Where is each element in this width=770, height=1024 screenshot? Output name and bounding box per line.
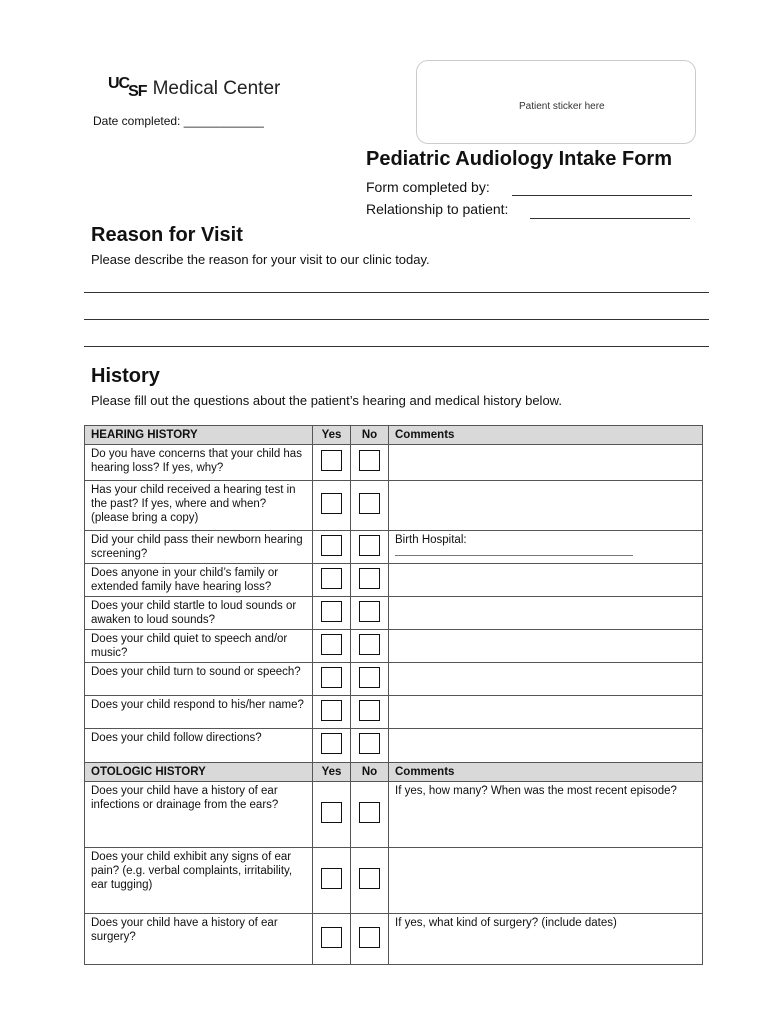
question-text: Does your child have a history of ear surgery? xyxy=(85,914,313,965)
reason-line-3[interactable] xyxy=(84,346,709,347)
no-checkbox[interactable] xyxy=(359,700,380,721)
patient-sticker-box xyxy=(416,60,696,144)
ucsf-logo xyxy=(108,75,281,100)
table-row xyxy=(85,663,703,696)
comment-cell[interactable] xyxy=(389,696,703,729)
comment-cell[interactable] xyxy=(389,663,703,696)
sticker-label: Patient sticker here xyxy=(519,101,605,112)
yes-checkbox[interactable] xyxy=(321,535,342,556)
table-row xyxy=(85,564,703,597)
table-row xyxy=(85,630,703,663)
relationship-label: Relationship to patient: xyxy=(366,201,509,217)
hearing-history-heading: HEARING HISTORY xyxy=(85,426,313,445)
yes-checkbox[interactable] xyxy=(321,700,342,721)
table-row xyxy=(85,481,703,531)
comment-cell[interactable] xyxy=(389,531,703,564)
date-completed-field[interactable]: Date completed: ____________ xyxy=(93,114,264,128)
table-row xyxy=(85,914,703,965)
no-checkbox[interactable] xyxy=(359,868,380,889)
comments-heading: Comments xyxy=(389,763,703,782)
history-table xyxy=(84,425,703,965)
no-checkbox[interactable] xyxy=(359,733,380,754)
comment-cell[interactable] xyxy=(389,481,703,531)
yes-checkbox[interactable] xyxy=(321,493,342,514)
comment-cell[interactable] xyxy=(389,630,703,663)
comment-cell[interactable]: If yes, what kind of surgery? (include dates) xyxy=(389,914,703,965)
table-row xyxy=(85,782,703,848)
question-text: Does your child quiet to speech and/or music? xyxy=(85,630,313,663)
yes-heading: Yes xyxy=(313,763,351,782)
completed-by-label: Form completed by: xyxy=(366,179,490,195)
completed-by-field[interactable] xyxy=(512,195,692,196)
logo-uc: UC xyxy=(108,75,130,92)
table-row xyxy=(85,729,703,763)
birth-hospital-label: Birth Hospital: xyxy=(395,534,467,546)
yes-checkbox[interactable] xyxy=(321,733,342,754)
relationship-field[interactable] xyxy=(530,218,690,219)
history-description: Please fill out the questions about the patient’s hearing and medical history below. xyxy=(91,393,562,408)
no-checkbox[interactable] xyxy=(359,927,380,948)
logo-text: Medical Center xyxy=(152,78,281,99)
question-text: Does your child respond to his/her name? xyxy=(85,696,313,729)
birth-hospital-field[interactable] xyxy=(395,555,633,556)
no-heading: No xyxy=(351,426,389,445)
yes-checkbox[interactable] xyxy=(321,927,342,948)
yes-checkbox[interactable] xyxy=(321,568,342,589)
no-checkbox[interactable] xyxy=(359,667,380,688)
comment-cell[interactable] xyxy=(389,597,703,630)
question-text: Does anyone in your child’s family or extended family have hearing loss? xyxy=(85,564,313,597)
no-checkbox[interactable] xyxy=(359,634,380,655)
comment-cell[interactable] xyxy=(389,564,703,597)
comment-cell[interactable] xyxy=(389,848,703,914)
no-checkbox[interactable] xyxy=(359,568,380,589)
reason-title: Reason for Visit xyxy=(91,224,243,246)
reason-description: Please describe the reason for your visit to our clinic today. xyxy=(91,252,430,267)
question-text: Does your child exhibit any signs of ear pain? (e.g. verbal complaints, irritability, ear tugging) xyxy=(85,848,313,914)
reason-line-2[interactable] xyxy=(84,319,709,320)
question-text: Has your child received a hearing test in the past? If yes, where and when? (please bring a copy) xyxy=(85,481,313,531)
comment-cell[interactable]: If yes, how many? When was the most recent episode? xyxy=(389,782,703,848)
yes-checkbox[interactable] xyxy=(321,667,342,688)
question-text: Did your child pass their newborn hearing screening? xyxy=(85,531,313,564)
yes-checkbox[interactable] xyxy=(321,868,342,889)
table-row xyxy=(85,848,703,914)
comment-cell[interactable] xyxy=(389,445,703,481)
reason-line-1[interactable] xyxy=(84,292,709,293)
table-row xyxy=(85,597,703,630)
question-text: Does your child follow directions? xyxy=(85,729,313,763)
comments-heading: Comments xyxy=(389,426,703,445)
question-text: Does your child startle to loud sounds or awaken to loud sounds? xyxy=(85,597,313,630)
yes-checkbox[interactable] xyxy=(321,802,342,823)
otologic-history-heading: OTOLOGIC HISTORY xyxy=(85,763,313,782)
table-row xyxy=(85,445,703,481)
table-row xyxy=(85,531,703,564)
question-text: Does your child turn to sound or speech? xyxy=(85,663,313,696)
no-heading: No xyxy=(351,763,389,782)
question-text: Does your child have a history of ear infections or drainage from the ears? xyxy=(85,782,313,848)
form-title: Pediatric Audiology Intake Form xyxy=(366,148,672,170)
logo-sf: SF xyxy=(128,83,147,100)
yes-checkbox[interactable] xyxy=(321,634,342,655)
yes-heading: Yes xyxy=(313,426,351,445)
question-text: Do you have concerns that your child has hearing loss? If yes, why? xyxy=(85,445,313,481)
no-checkbox[interactable] xyxy=(359,535,380,556)
no-checkbox[interactable] xyxy=(359,450,380,471)
yes-checkbox[interactable] xyxy=(321,601,342,622)
yes-checkbox[interactable] xyxy=(321,450,342,471)
hearing-history-header xyxy=(85,426,703,445)
no-checkbox[interactable] xyxy=(359,601,380,622)
comment-cell[interactable] xyxy=(389,729,703,763)
no-checkbox[interactable] xyxy=(359,493,380,514)
no-checkbox[interactable] xyxy=(359,802,380,823)
history-title: History xyxy=(91,365,160,387)
table-row xyxy=(85,696,703,729)
otologic-history-header xyxy=(85,763,703,782)
